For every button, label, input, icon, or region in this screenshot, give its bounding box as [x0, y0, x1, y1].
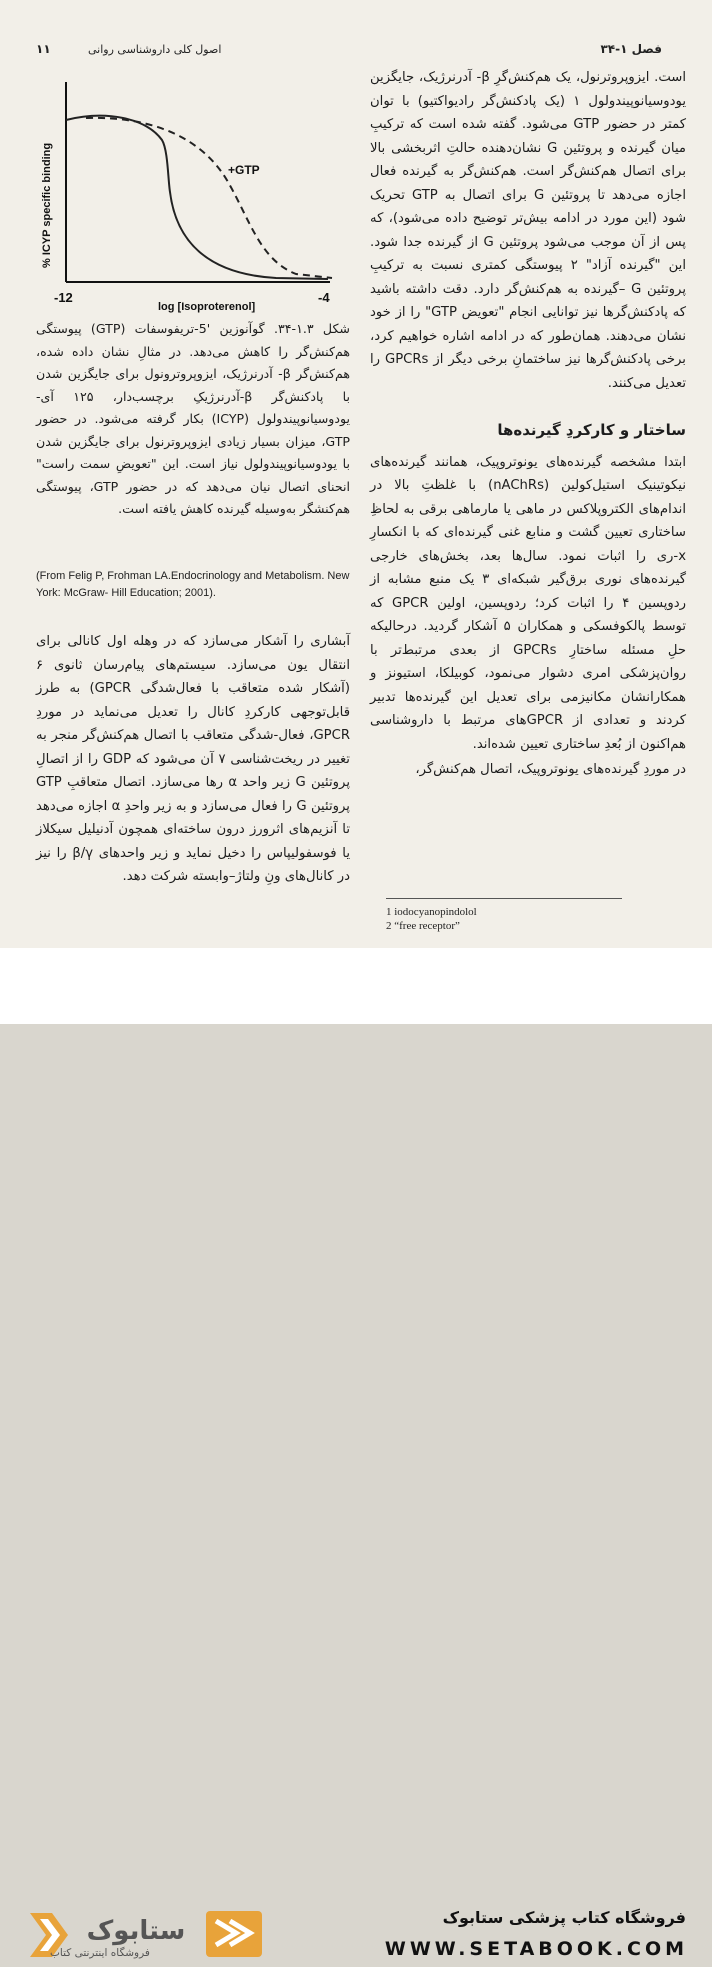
store-banner	[0, 948, 712, 1960]
caption-text: شکل ۱.۳-۳۴. گوآنوزین '5-تریفوسفات (GTP) پیوستگی هم‌کنش‌گر را کاهش می‌دهد. در مثالِ نشان داده شده، هم‌کنش‌گر β- آدرنرژیک، ایزوپروترونول برای جایگزین شدن با پادکنش‌گر β-آدرنرژیکِ برچسب‌دار، ۱۲۵ آی-یودوسیانوپیندولول (ICYP) بکار گرفته می‌شود. در حضور GTP، میزان بسیار زیادی ایزوپروترنول برای جایگزین شدن با یودوسیانوپیندولول نیاز است. این "تعویضِ سمت راست" انحنای اتصال نیان می‌دهد که در حضور GTP، پیوستگی هم‌کنشگر به‌وسیله گیرنده کاهش یافته است.	[36, 321, 350, 516]
figure-caption	[36, 318, 350, 521]
website-link[interactable]: WWW.SETABOOK.COM	[384, 1938, 688, 1960]
footnote-2: 2 “free receptor”	[386, 920, 460, 932]
logo-mark-icon	[206, 1911, 262, 1957]
footnotes	[386, 905, 686, 933]
logo-word: ستابوک	[86, 1916, 186, 1946]
x-axis-label: log [Isoproterenol]	[158, 301, 256, 313]
binding-figure	[36, 70, 350, 314]
shop-name: فروشگاه کتاب پزشکی ستابوک	[442, 1908, 686, 1927]
binding-curve-chart	[36, 70, 350, 314]
figure-source: (From Felig P, Frohman LA.Endocrinology and Metabolism. New York: McGraw- Hill Education; 2001).	[36, 570, 350, 599]
left-body-paragraph: آبشاری را آشکار می‌سازد که در وهله اول کانالی برای انتقال یون می‌سازد. سیستم‌های پیام‌رسان ثانوی ۶ (آشکار شده متعاقب با فعال‌شدگی GPCR) به طرز قابل‌توجهی کارکردِ کانال را تعدیل می‌نماید در موردِ GPCR، فعال-شدگی متعاقب با اتصال هم‌کنش‌گر منجر به تغییر در ریخت‌شناسی ۷ آن می‌شود که GDP را از اتصالِ پروتئین G زیر واحد α رها می‌سازد. اتصال متعاقبِ GTP پروتئین G را فعال می‌سازد و به زیر واحدِ α اجازه می‌دهد تا آنزیم‌های اثرورز درون ساخته‌ای همچون آدنیلیل سیکلاز یا فوسفولیپاس را دخیل نماید و زیر واحدهای β/γ را نیز در کانال‌های ونِ ولتاژ–وابسته شرکت دهد.	[36, 634, 350, 884]
y-axis-label: % ICYP specific binding	[41, 142, 53, 268]
control-binding-curve	[66, 116, 328, 279]
body-paragraph: ابتدا مشخصه گیرنده‌های یونوتروپیک، همانند گیرنده‌های نیکوتینیک استیل‌کولین (nAChRs) با غلظتِ بالا در اندام‌های الکتروپلاکس در ماهی یا مارماهی برقی به لحاظِ ساختاری تعیین گشت و منابع غنی گیرنده‌ای که با انکسارِ x-ری را اثبات نمود. سال‌ها بعد، بخش‌های خارجی گیرنده‌های نوری برق‌گیر شبکه‌ای ۳ یک منبع مشابه از ردوپسین ۴ را اثبات کرد؛ ردوپسین، اولین GPCR که توسط پالکوفسکی و همکاران ۵ آشکار گردید. درحالیکه حلِ مسئله ساختارِ GPCRs از بعدی مرتبط‌تر با روان‌پزشکی امری دشوار می‌نمود، کوبیلکا، استیونز و همکارانشان مکانیزمی برای تعدیل این گیرنده‌ها تدبیر کردند و تعدادی از GPCRهای مرتبط با داروشناسی هم‌اکنون از بُعدِ ساختاری تعیین شده‌اند.	[370, 454, 687, 752]
book-title: اصول کلی داروشناسی روانی	[88, 43, 222, 56]
x-min-label: -12	[54, 290, 73, 305]
footnote-1: 1 iodocyanopindolol	[386, 906, 477, 918]
x-max-label: -4	[318, 290, 330, 305]
book-page	[0, 0, 712, 948]
footnote-divider	[386, 898, 622, 899]
right-column	[370, 66, 686, 782]
page-number: ۱۱	[36, 42, 51, 56]
chapter-label: فصل ۱-۳۴	[600, 42, 662, 56]
running-header	[36, 40, 662, 62]
section-heading: ساختار و کارکردِ گیرنده‌ها	[497, 421, 686, 439]
intro-paragraph: است. ایزوپروترنول، یک هم‌کنش‌گرِ β- آدرنرژیک، جایگزین یودوسیانوپیندولول ۱ (یک پادکنش‌گر رادیواکتیو) با توان کمتر در حضور GTP می‌شود. گفته شده است که ترکیبِ میان گیرنده و پروتئین G نشان‌دهنده حالتِ اثربخشی بالا برای اتصال هم‌کنش‌گر است. هم‌کنش‌گر به گیرنده فعال اجازه می‌دهد تا پروتئین G برای اتصال به GTP تحریک شود (این مورد در ادامه بیش‌تر توضیح داده می‌شود)، که پس از آن موجب می‌شود پروتئین G از گیرنده جدا شود. این "گیرنده آزاد" ۲ پیوستگی کمتری نسبت به ترکیبِ پروتئین G –گیرنده به هم‌کنش‌گر دارد. دقت داشته باشید که پادکنش‌گرها نیز توانایی انجام "تعویض GTP" را از خود نشان می‌دهند. همان‌طور که در ادامه اشاره خواهیم کرد، برخی پادکنش‌گرها نیز ساختمانِ برخی دیگر از GPCRs را تعدیل می‌کنند.	[370, 70, 687, 391]
logo-tagline: فروشگاه اینترنتی کتاب	[50, 1947, 150, 1959]
gtp-binding-curve	[86, 118, 332, 278]
gtp-curve-label: +GTP	[228, 163, 260, 177]
closing-paragraph: در موردِ گیرنده‌های یونوتروپیک، اتصال هم‌کنش‌گر،	[415, 762, 686, 777]
left-column-body	[36, 630, 350, 889]
